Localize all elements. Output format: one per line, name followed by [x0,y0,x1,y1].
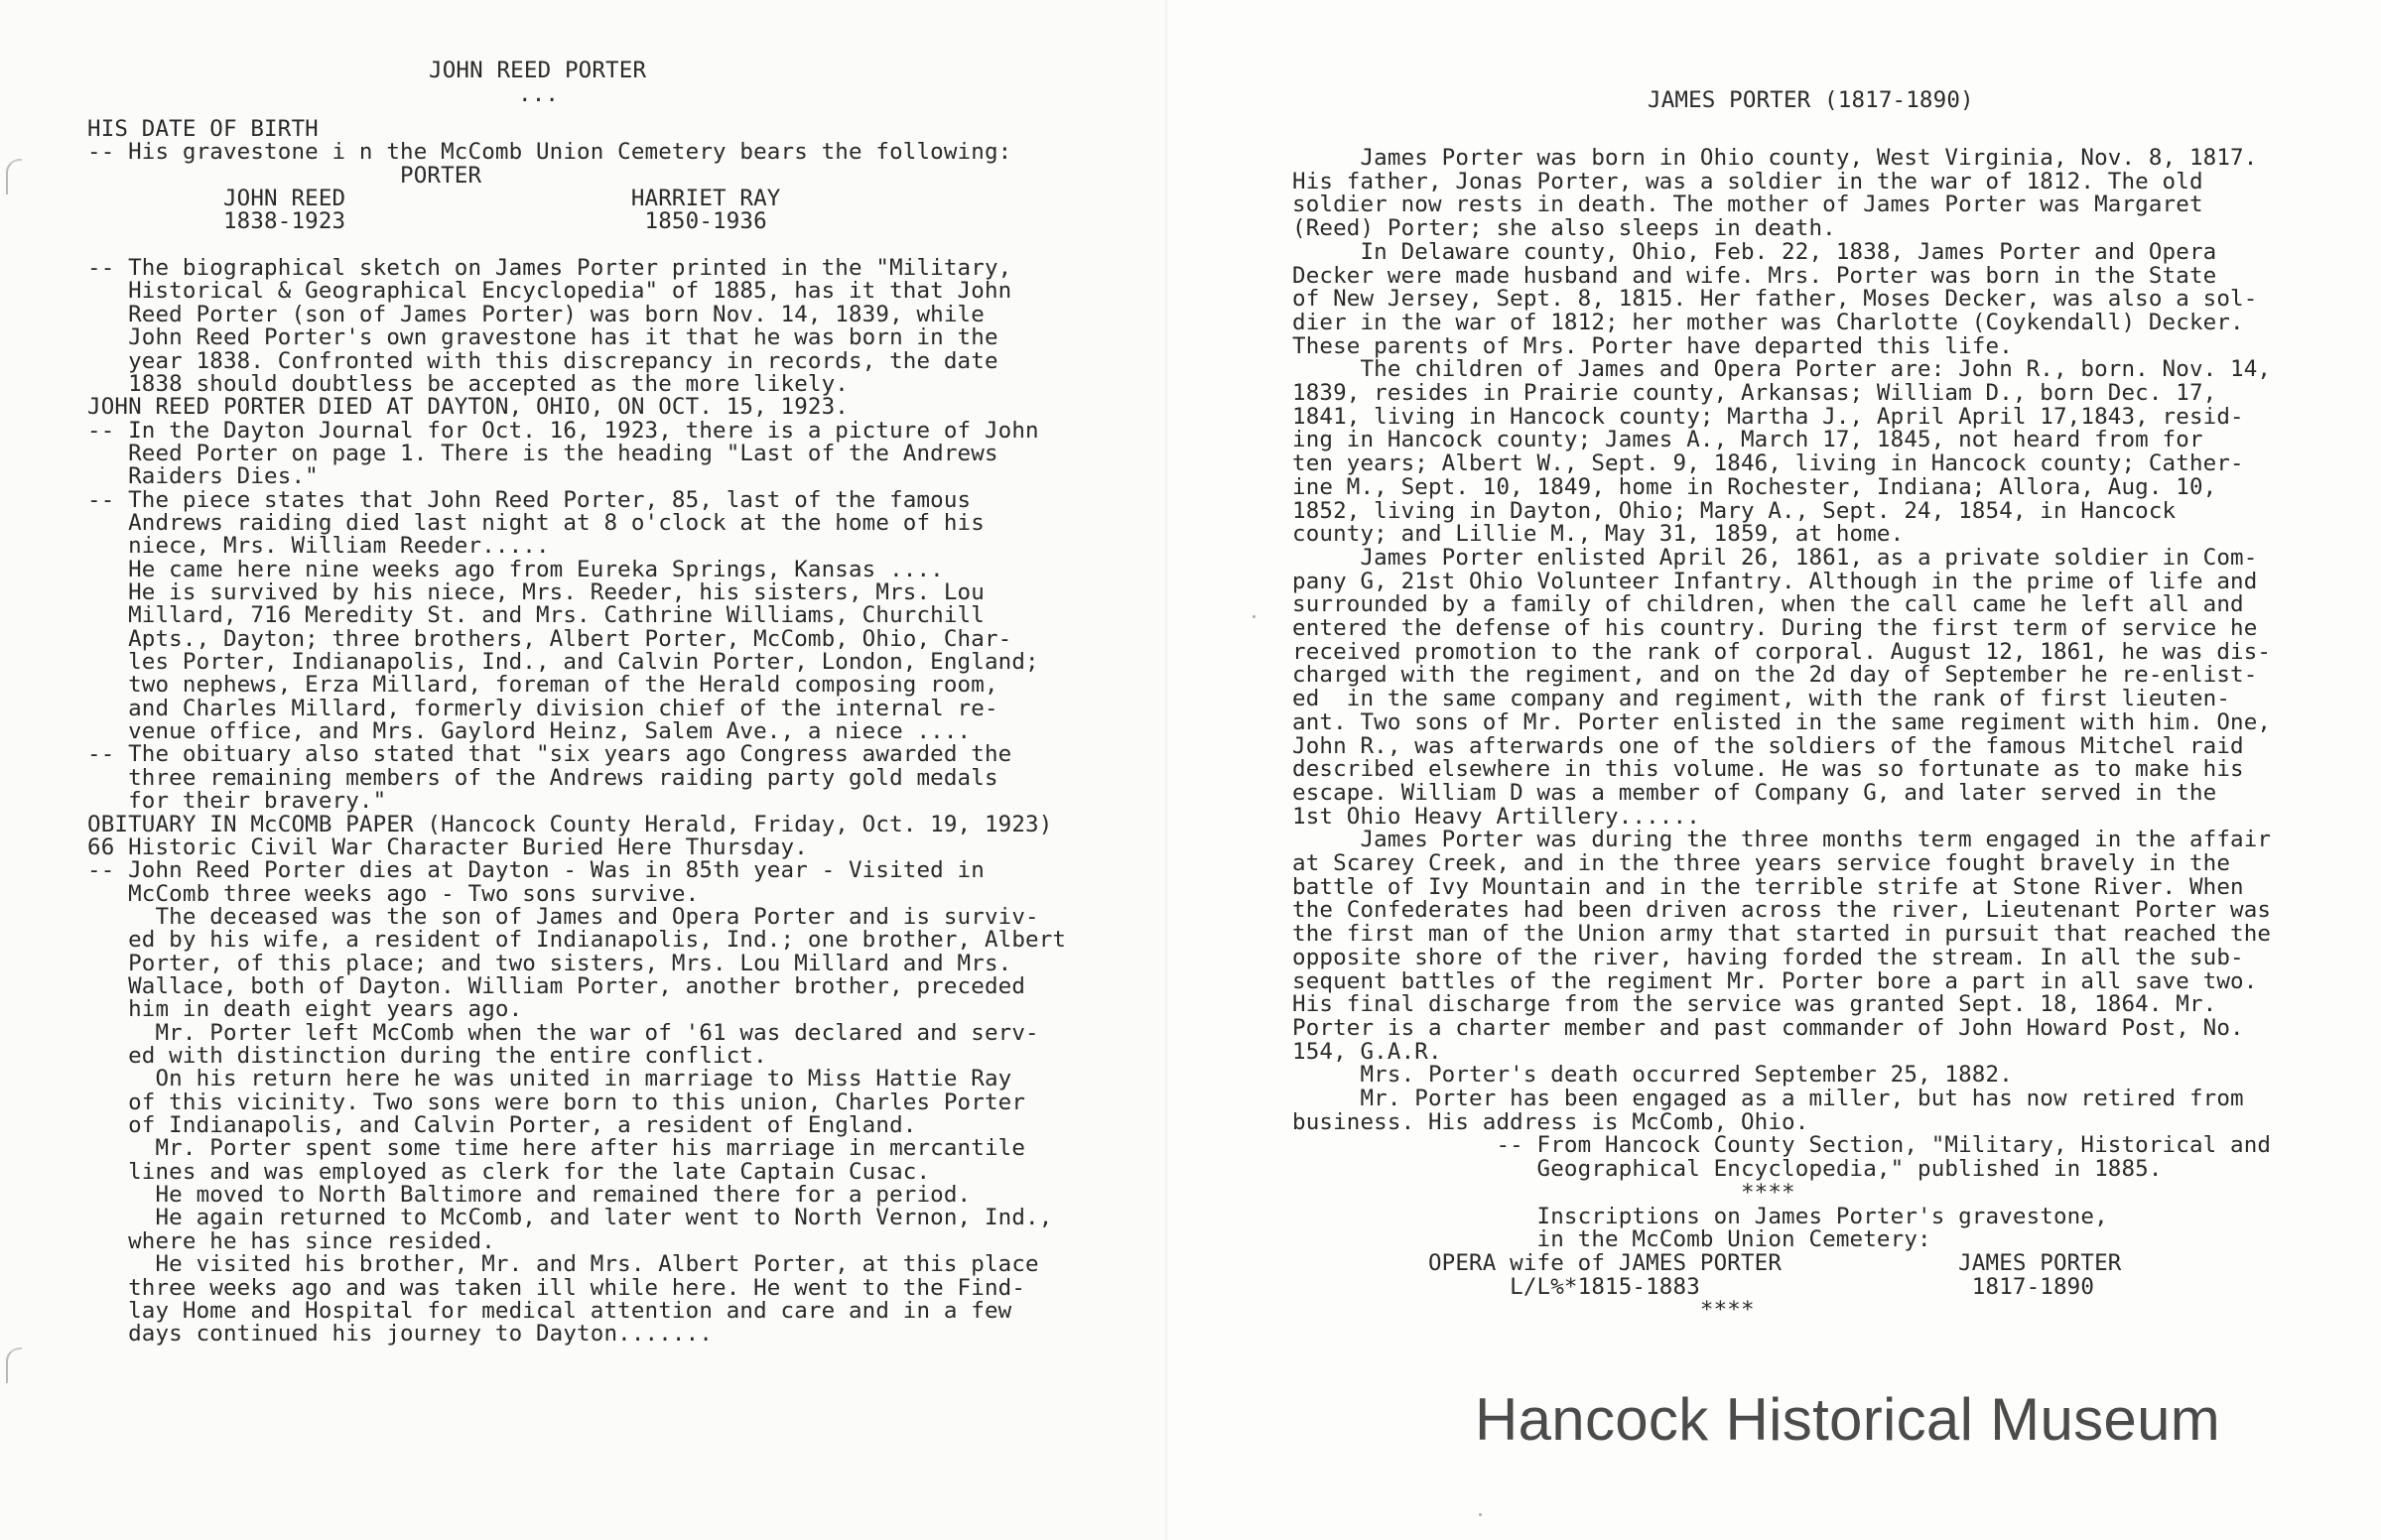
left-text-line: ed by his wife, a resident of Indianapolis, Ind.; one brother, Albert [87,927,1067,953]
right-text-line: charged with the regiment, and on the 2d day of September he re-enlist- [1292,662,2258,688]
left-text-line: PORTER [87,163,482,189]
left-text-line: OBITUARY IN McCOMB PAPER (Hancock County Herald, Friday, Oct. 19, 1923) [87,812,1053,837]
punch-hole-bottom [6,1348,22,1383]
right-text-line: 1841, living in Hancock county; Martha J., April April 17,1843, resid- [1292,404,2244,430]
right-text-line: Porter is a charter member and past commander of John Howard Post, No. [1292,1015,2244,1041]
left-text-line: JOHN REED HARRIET RAY [87,186,781,211]
right-text-line: ine M., Sept. 10, 1849, home in Rochester, Indiana; Allora, Aug. 10, [1292,474,2217,500]
left-text-line: Apts., Dayton; three brothers, Albert Porter, McComb, Ohio, Char- [87,626,1012,652]
right-text-line: opposite shore of the river, having forded the stream. In all the sub- [1292,945,2244,970]
right-text-line: surrounded by a family of children, when the call came he left all and [1292,591,2244,617]
right-text-line: OPERA wife of JAMES PORTER JAMES PORTER [1292,1250,2122,1276]
left-text-line: niece, Mrs. William Reeder..... [87,533,550,559]
left-text-line: He moved to North Baltimore and remained there for a period. [87,1182,972,1208]
left-text-line: les Porter, Indianapolis, Ind., and Calvin Porter, London, England; [87,649,1039,675]
right-text-line: Decker were made husband and wife. Mrs. Porter was born in the State [1292,263,2217,289]
left-text-line: 66 Historic Civil War Character Buried Here Thursday. [87,834,808,860]
left-text-line: Millard, 716 Meredity St. and Mrs. Cathrine Williams, Churchill [87,602,985,628]
right-text-line: 1st Ohio Heavy Artillery...... [1292,804,1700,830]
left-text-line: of Indianapolis, and Calvin Porter, a resident of England. [87,1112,917,1138]
left-text-line: of this vicinity. Two sons were born to this union, Charles Porter [87,1090,1026,1115]
left-text-line: Porter, of this place; and two sisters, Mrs. Lou Millard and Mrs. [87,951,1012,976]
left-text-line: venue office, and Mrs. Gaylord Heinz, Salem Ave., a niece .... [87,718,972,744]
right-text-line: James Porter enlisted April 26, 1861, as a private soldier in Com- [1292,545,2258,571]
left-text-line: two nephews, Erza Millard, foreman of the Herald composing room, [87,672,998,698]
left-text-line: three weeks ago and was taken ill while here. He went to the Find- [87,1275,1026,1301]
right-text-line: described elsewhere in this volume. He was so fortunate as to make his [1292,756,2244,782]
right-text-line: Inscriptions on James Porter's gravestone, [1292,1204,2108,1229]
left-text-line: JOHN REED PORTER DIED AT DAYTON, OHIO, ON OCT. 15, 1923. [87,394,849,420]
left-text-line: HIS DATE OF BIRTH [87,116,319,142]
left-text-line: lines and was employed as clerk for the late Captain Cusac. [87,1159,931,1185]
left-text-line: -- The obituary also stated that "six years ago Congress awarded the [87,741,1012,767]
left-text-line: and Charles Millard, formerly division chief of the internal re- [87,696,998,721]
left-page-title: JOHN REED PORTER [429,58,647,83]
speck [1479,1513,1482,1516]
museum-watermark: Hancock Historical Museum [1475,1386,2221,1453]
left-text-line: days continued his journey to Dayton....... [87,1321,714,1347]
left-text-line: -- In the Dayton Journal for Oct. 16, 1923, there is a picture of John [87,418,1039,444]
right-text-line: sequent battles of the regiment Mr. Porter bore a part in all save two. [1292,968,2258,994]
right-text-line: James Porter was born in Ohio county, West Virginia, Nov. 8, 1817. [1292,145,2258,171]
right-text-line: In Delaware county, Ohio, Feb. 22, 1838, James Porter and Opera [1292,239,2217,265]
right-page [1171,0,2381,1540]
right-text-line: His father, Jonas Porter, was a soldier in the war of 1812. The old [1292,169,2203,194]
left-text-line: He again returned to McComb, and later went to North Vernon, Ind., [87,1205,1053,1230]
right-text-line: pany G, 21st Ohio Volunteer Infantry. Although in the prime of life and [1292,569,2258,594]
left-text-line: Raiders Dies." [87,463,319,489]
right-text-line: the Confederates had been driven across the river, Lieutenant Porter was [1292,897,2272,923]
right-text-line: ant. Two sons of Mr. Porter enlisted in the same regiment with him. One, [1292,709,2272,735]
right-text-line: soldier now rests in death. The mother of James Porter was Margaret [1292,192,2203,217]
right-text-line: (Reed) Porter; she also sleeps in death. [1292,215,1836,241]
left-text-line: The deceased was the son of James and Opera Porter and is surviv- [87,904,1039,930]
right-text-line: -- From Hancock County Section, "Military, Historical and [1292,1132,2272,1158]
left-text-line: He visited his brother, Mr. and Mrs. Albert Porter, at this place [87,1251,1039,1277]
right-text-line: received promotion to the rank of corporal. August 12, 1861, he was dis- [1292,639,2272,665]
left-text-line: three remaining members of the Andrews raiding party gold medals [87,765,998,791]
left-text-line: Historical & Geographical Encyclopedia" of 1885, has it that John [87,278,1012,304]
left-text-line: lay Home and Hospital for medical attention and care and in a few [87,1298,1012,1324]
right-text-line: His final discharge from the service was granted Sept. 18, 1864. Mr. [1292,991,2217,1017]
left-title-dots: ... [518,81,560,107]
left-text-line: Mr. Porter left McComb when the war of '61 was declared and serv- [87,1020,1039,1046]
left-text-line: -- The biographical sketch on James Porter printed in the "Military, [87,255,1012,281]
left-text-line: 1838-1923 1850-1936 [87,208,767,234]
left-text-line: McComb three weeks ago - Two sons survive. [87,881,700,907]
right-text-line: John R., was afterwards one of the soldiers of the famous Mitchel raid [1292,733,2244,759]
right-text-line: 154, G.A.R. [1292,1039,1442,1065]
right-text-line: 1852, living in Dayton, Ohio; Mary A., Sept. 24, 1854, in Hancock [1292,498,2177,524]
left-text-line: Reed Porter (son of James Porter) was born Nov. 14, 1839, while [87,302,985,327]
right-text-line: L/L%*1815-1883 1817-1890 [1292,1274,2095,1300]
left-text-line: -- The piece states that John Reed Porter, 85, last of the famous [87,487,972,513]
left-text-line: where he has since resided. [87,1228,495,1254]
left-text-line: for their bravery." [87,788,387,814]
right-text-line: of New Jersey, Sept. 8, 1815. Her father, Moses Decker, was also a sol- [1292,286,2258,312]
right-text-line: the first man of the Union army that started in pursuit that reached the [1292,921,2272,947]
left-text-line: ed with distinction during the entire conflict. [87,1043,767,1069]
right-text-line: business. His address is McComb, Ohio. [1292,1109,1809,1135]
right-text-line: **** [1292,1297,1755,1323]
right-text-line: ing in Hancock county; James A., March 17, 1845, not heard from for [1292,427,2203,452]
right-text-line: county; and Lillie M., May 31, 1859, at home. [1292,521,1905,547]
left-text-line: year 1838. Confronted with this discrepancy in records, the date [87,348,998,374]
right-text-line: dier in the war of 1812; her mother was Charlotte (Coykendall) Decker. [1292,310,2244,335]
punch-hole-top [6,159,22,194]
right-text-line: These parents of Mrs. Porter have departed this life. [1292,333,2013,359]
left-text-line: He is survived by his niece, Mrs. Reeder, his sisters, Mrs. Lou [87,579,985,605]
right-text-line: battle of Ivy Mountain and in the terrible strife at Stone River. When [1292,874,2244,900]
right-text-line: in the McComb Union Cemetery: [1292,1226,1931,1252]
left-text-line: He came here nine weeks ago from Eureka Springs, Kansas .... [87,557,944,582]
right-text-line: **** [1292,1180,1795,1206]
left-text-line: Reed Porter on page 1. There is the heading "Last of the Andrews [87,441,998,466]
left-text-line: On his return here he was united in marriage to Miss Hattie Ray [87,1066,1012,1091]
right-text-line: Geographical Encyclopedia," published in 1885. [1292,1156,2163,1182]
right-text-line: 1839, resides in Prairie county, Arkansas; William D., born Dec. 17, [1292,380,2217,406]
right-text-line: ed in the same company and regiment, with the rank of first lieuten- [1292,686,2231,711]
left-page [0,0,1166,1540]
right-text-line: at Scarey Creek, and in the three years service fought bravely in the [1292,850,2231,876]
left-text-line: -- John Reed Porter dies at Dayton - Was in 85th year - Visited in [87,857,985,883]
left-text-line: John Reed Porter's own gravestone has it that he was born in the [87,324,998,350]
left-text-line: Wallace, both of Dayton. William Porter, another brother, preceded [87,973,1026,999]
right-text-line: Mr. Porter has been engaged as a miller, but has now retired from [1292,1086,2244,1111]
left-text-line: -- His gravestone i n the McComb Union Cemetery bears the following: [87,139,1012,165]
left-text-line: Mr. Porter spent some time here after his marriage in mercantile [87,1135,1026,1161]
right-text-line: Mrs. Porter's death occurred September 25, 1882. [1292,1062,2013,1088]
right-text-line: escape. William D was a member of Company G, and later served in the [1292,780,2217,806]
left-text-line: him in death eight years ago. [87,996,523,1022]
right-text-line: James Porter was during the three months term engaged in the affair [1292,827,2272,852]
right-text-line: entered the defense of his country. During the first term of service he [1292,615,2258,641]
right-text-line: The children of James and Opera Porter are: John R., born. Nov. 14, [1292,356,2272,382]
speck [1253,615,1256,618]
left-text-line: 1838 should doubtless be accepted as the more likely. [87,371,849,397]
right-text-line: ten years; Albert W., Sept. 9, 1846, living in Hancock county; Cather- [1292,450,2244,476]
left-text-line: Andrews raiding died last night at 8 o'clock at the home of his [87,510,985,536]
right-page-title: JAMES PORTER (1817-1890) [1648,87,1974,113]
